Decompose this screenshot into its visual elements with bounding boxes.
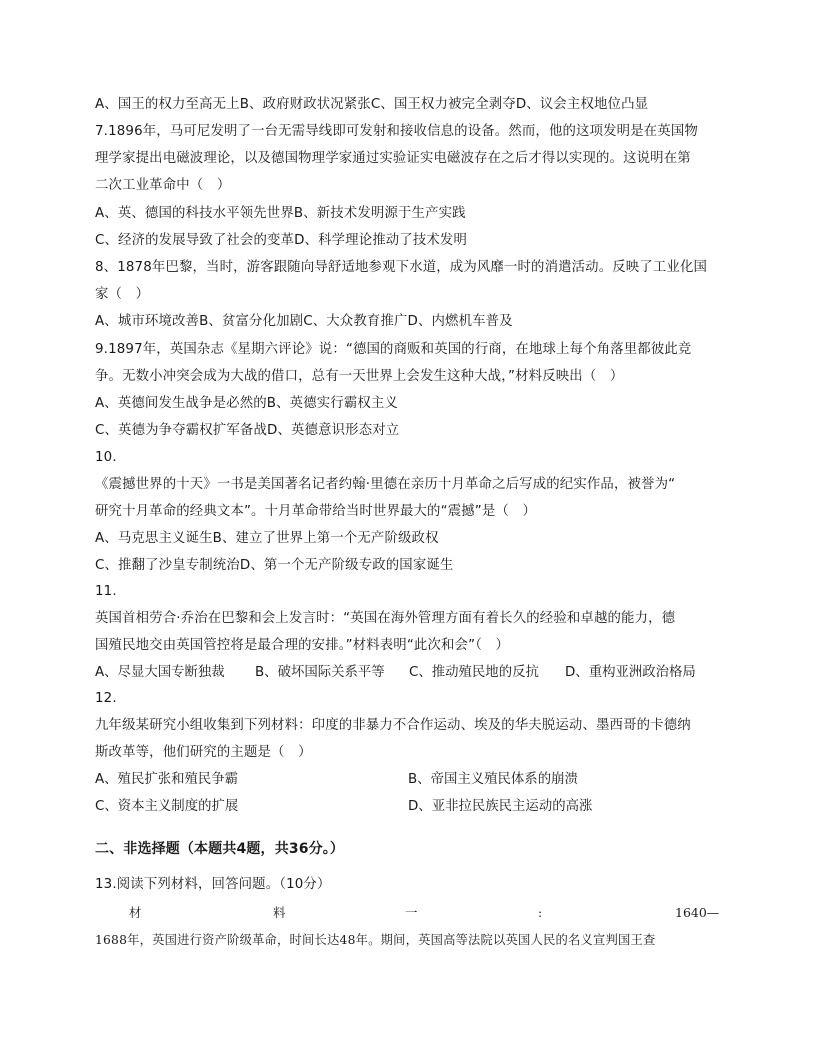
q7-stem-line1: 7.1896年，马可尼发明了一台无需导线即可发射和接收信息的设备。然而，他的这项发明是在英国物 bbox=[95, 124, 698, 139]
q10-options-ab: A、马克思主义诞生B、建立了世界上第一个无产阶级政权 bbox=[95, 531, 439, 546]
q12-number: 12. bbox=[95, 691, 117, 706]
q10-number: 10. bbox=[95, 450, 117, 465]
q9-options-cd: C、英德为争夺霸权扩军备战D、英德意识形态对立 bbox=[95, 423, 400, 438]
q9-stem-line1: 9.1897年，英国杂志《星期六评论》说：“德国的商贩和英国的行商，在地球上每个角落里都彼此竞 bbox=[95, 342, 692, 357]
material-char-3: 一 bbox=[405, 905, 418, 920]
q11-option-c: C、推动殖民地的反抗 bbox=[409, 665, 539, 680]
material-colon: : bbox=[538, 905, 543, 920]
q12-option-a: A、殖民扩张和殖民争霸 bbox=[95, 772, 239, 787]
material-char-1: 材 bbox=[129, 905, 142, 920]
q8-options: A、城市环境改善B、贫富分化加剧C、大众教育推广D、内燃机车普及 bbox=[95, 314, 513, 329]
q12-option-c: C、资本主义制度的扩展 bbox=[95, 799, 239, 814]
q11-option-b: B、破坏国际关系平等 bbox=[255, 665, 385, 680]
material-year-start: 1640— bbox=[675, 905, 720, 920]
q7-stem-line3: 二次工业革命中（ ） bbox=[95, 178, 231, 193]
material-char-2: 料 bbox=[273, 905, 286, 920]
q12-stem-line2: 斯改革等，他们研究的主题是（ ） bbox=[95, 745, 312, 760]
q10-stem-line2: 研究十月革命的经典文本”。十月革命带给当时世界最大的“震撼”是（ ） bbox=[95, 504, 537, 519]
q11-stem-line1: 英国首相劳合·乔治在巴黎和会上发言时：“英国在海外管理方面有着长久的经验和卓越的能力，德 bbox=[95, 611, 676, 626]
q12-option-d: D、亚非拉民族民主运动的高涨 bbox=[408, 799, 593, 814]
q8-stem-line2: 家（ ） bbox=[95, 287, 150, 302]
q10-options-cd: C、推翻了沙皇专制统治D、第一个无产阶级专政的国家诞生 bbox=[95, 558, 454, 573]
q11-option-a: A、尽显大国专断独裁 bbox=[95, 665, 225, 680]
q9-options-ab: A、英德间发生战争是必然的B、英德实行霸权主义 bbox=[95, 396, 398, 411]
q9-stem-line2: 争。无数小冲突会成为大战的借口，总有一天世界上会发生这种大战，”材料反映出（ ） bbox=[95, 369, 624, 384]
q11-number: 11. bbox=[95, 584, 117, 599]
q12-stem-line1: 九年级某研究小组收集到下列材料：印度的非暴力不合作运动、埃及的华夫脱运动、墨西哥的卡德纳 bbox=[95, 718, 691, 733]
q12-option-b: B、帝国主义殖民体系的崩溃 bbox=[408, 772, 578, 787]
q11-option-d: D、重构亚洲政治格局 bbox=[565, 665, 696, 680]
q13-stem: 13.阅读下列材料，回答问题。（10分） bbox=[95, 877, 331, 892]
q7-options-ab: A、英、德国的科技水平领先世界B、新技术发明源于生产实践 bbox=[95, 206, 466, 221]
q10-stem-line1: 《震撼世界的十天》一书是美国著名记者约翰·里德在亲历十月革命之后写成的纪实作品，被誉为“ bbox=[95, 477, 676, 492]
q6-options: A、国王的权力至高无上B、政府财政状况紧张C、国王权力被完全剥夺D、议会主权地位凸显 bbox=[95, 97, 649, 112]
q13-material-text: 1688年，英国进行资产阶级革命，时间长达48年。期间，英国高等法院以英国人民的名义宣判国王查 bbox=[95, 933, 656, 947]
q7-options-cd: C、经济的发展导致了社会的变革D、科学理论推动了技术发明 bbox=[95, 233, 468, 248]
q7-stem-line2: 理学家提出电磁波理论，以及德国物理学家通过实验证实电磁波存在之后才得以实现的。这说明在第 bbox=[95, 151, 691, 166]
q8-stem-line1: 8、1878年巴黎，当时，游客跟随向导舒适地参观下水道，成为风靡一时的消遣活动。反映了工业化国 bbox=[95, 260, 708, 275]
section2-title: 二、非选择题（本题共4题，共36分。） bbox=[95, 841, 345, 857]
q11-stem-line2: 国殖民地交由英国管控将是最合理的安排。”材料表明“此次和会”（ ） bbox=[95, 638, 510, 653]
